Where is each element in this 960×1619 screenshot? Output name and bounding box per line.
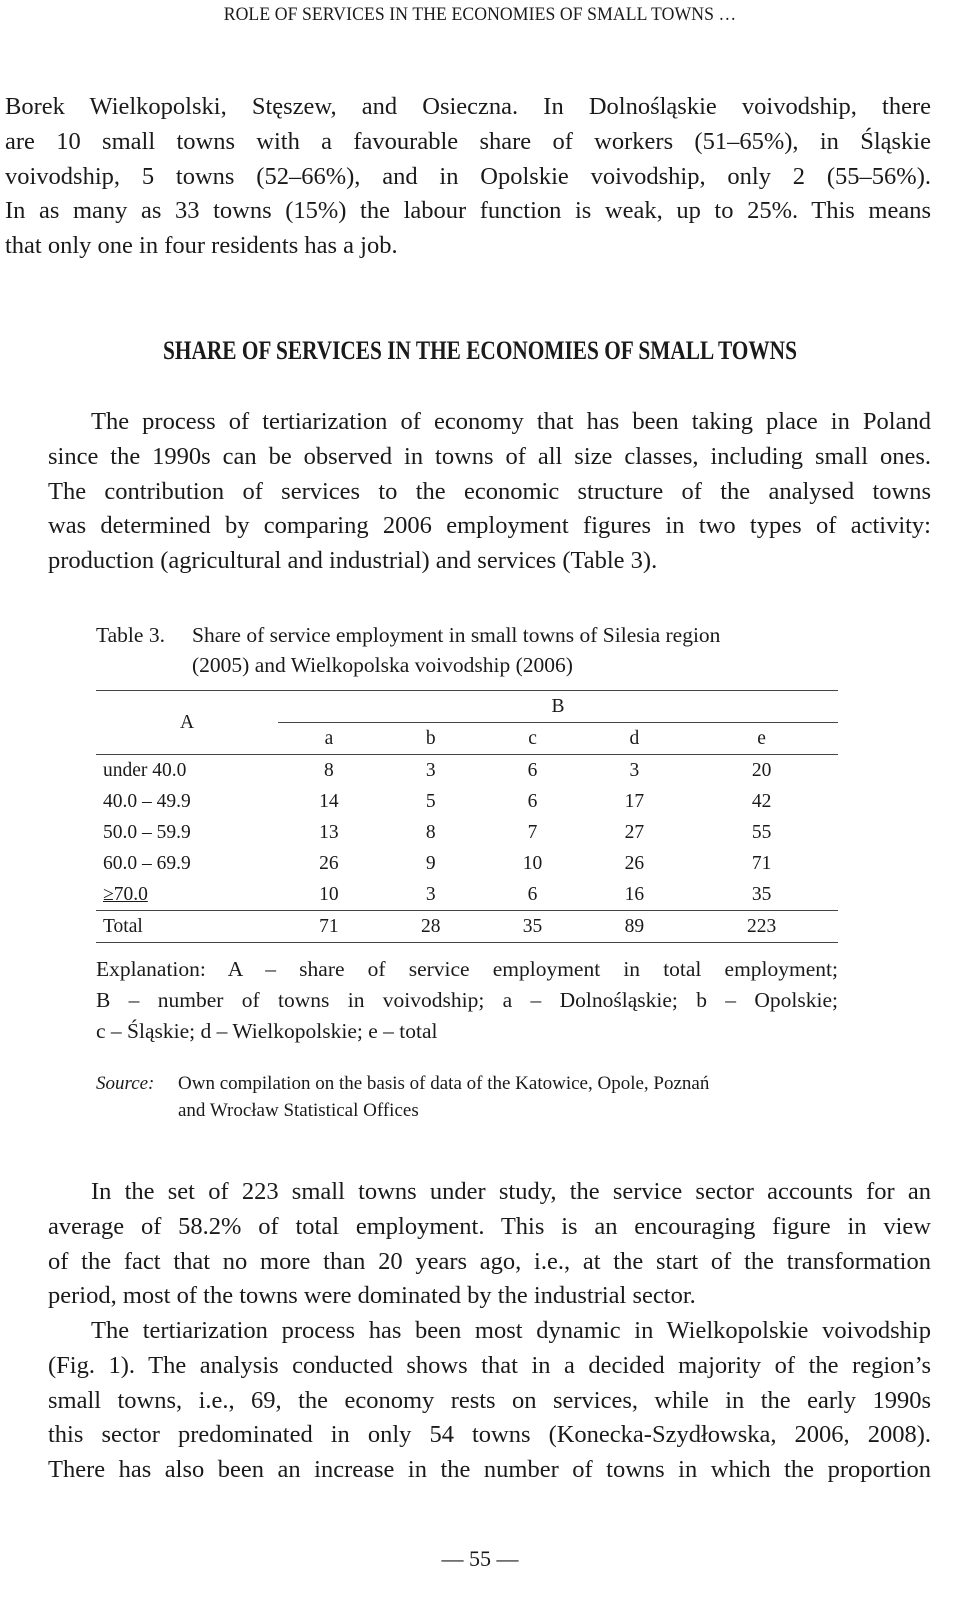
explanation-line: B – number of towns in voivodship; a – Dolnośląskie; b – Opolskie;	[96, 988, 838, 1012]
paragraph-line: (Fig. 1). The analysis conducted shows that in a decided majority of the region’s	[48, 1351, 931, 1379]
paragraph-line: are 10 small towns with a favourable share of workers (51–65%), in Śląskie	[5, 127, 931, 155]
paragraph-line: was determined by comparing 2006 employment figures in two types of activity:	[48, 512, 931, 540]
table-cell: 13	[319, 821, 339, 843]
paragraph-4	[5, 1314, 931, 1488]
table-row-label: 40.0 – 49.9	[103, 790, 191, 812]
table-cell: 6	[527, 883, 538, 905]
paragraph-line: In the set of 223 small towns under study, the service sector accounts for an	[91, 1178, 931, 1205]
table-header-b: B	[278, 691, 838, 723]
table-column-header: d	[583, 723, 685, 755]
table-column-header: b	[380, 723, 482, 755]
table-cell: 3	[425, 759, 436, 781]
table-cell: 8	[324, 759, 334, 781]
table-cell: 10	[522, 852, 543, 874]
table-row	[96, 817, 838, 848]
table-total-row	[96, 911, 838, 943]
paragraph-line: that only one in four residents has a job.	[5, 232, 398, 260]
table-column-header: c	[482, 723, 584, 755]
paragraph-line: small towns, i.e., 69, the economy rests on services, while in the early 1990s	[48, 1386, 931, 1414]
table-row-label: ≥70.0	[103, 883, 148, 905]
section-title: SHARE OF SERVICES IN THE ECONOMIES OF SMALL TOWNS	[163, 336, 797, 365]
table-column-header: e	[685, 723, 838, 755]
page-number: — 55 —	[441, 1546, 519, 1571]
table-caption-text	[192, 620, 856, 680]
paragraph-line: since the 1990s can be observed in towns of all size classes, including small ones.	[48, 442, 931, 470]
table-cell: 3	[425, 883, 436, 905]
paragraph-line: of the fact that no more than 20 years ago, i.e., at the start of the transformation	[48, 1247, 931, 1275]
paragraph-line: The tertiarization process has been most dynamic in Wielkopolskie voivodship	[91, 1317, 931, 1344]
table-cell: 14	[319, 790, 339, 812]
table-cell: 7	[527, 821, 538, 843]
explanation-line: Explanation: A – share of service employment in total employment;	[96, 957, 838, 981]
table-cell: 20	[751, 759, 772, 781]
table-cell: 28	[380, 911, 482, 943]
paragraph-line: period, most of the towns were dominated by the industrial sector.	[48, 1282, 696, 1310]
table-row	[96, 786, 838, 817]
table-column-header: a	[278, 723, 380, 755]
source-line: Own compilation on the basis of data of the Katowice, Opole, Poznań	[178, 1073, 710, 1094]
table-cell: 9	[425, 852, 436, 874]
data-table	[96, 690, 838, 943]
table-cell: 89	[583, 911, 685, 943]
table-cell: 35	[751, 883, 772, 905]
paragraph-line: The process of tertiarization of economy that has been taking place in Poland	[91, 408, 931, 435]
table-header-row	[96, 691, 838, 723]
table-cell: 55	[751, 821, 772, 843]
source-label: Source:	[96, 1073, 155, 1094]
table-row-label: 50.0 – 59.9	[103, 821, 191, 843]
table-row	[96, 848, 838, 879]
table-cell: 3	[629, 759, 640, 781]
paragraph-line: production (agricultural and industrial) and services (Table 3).	[48, 547, 658, 575]
table-cell: 35	[482, 911, 584, 943]
table-cell: 8	[425, 821, 436, 843]
table-row-label: Total	[96, 911, 278, 943]
running-header: ROLE OF SERVICES IN THE ECONOMIES OF SMALL TOWNS …	[223, 4, 737, 25]
paragraph-line: voivodship, 5 towns (52–66%), and in Opolskie voivodship, only 2 (55–56%).	[5, 162, 931, 190]
table-cell: 6	[527, 790, 538, 812]
paragraph-line: Borek Wielkopolski, Stęszew, and Osieczna. In Dolnośląskie voivodship, there	[5, 93, 931, 120]
paragraph-line: this sector predominated in only 54 towns (Konecka-Szydłowska, 2006, 2008).	[48, 1421, 931, 1449]
table-cell: 10	[319, 883, 339, 905]
table-row-label: under 40.0	[103, 759, 187, 781]
table-caption-number: Table 3.	[96, 623, 165, 647]
table-header-a: A	[96, 691, 278, 755]
table-cell: 71	[751, 852, 772, 874]
table-explanation	[96, 954, 838, 1047]
table-cell: 26	[624, 852, 645, 874]
table-caption	[96, 620, 856, 680]
table-cell: 42	[751, 790, 772, 812]
paragraph-1	[5, 90, 931, 264]
explanation-line: c – Śląskie; d – Wielkopolskie; e – total	[96, 1019, 438, 1043]
paragraph-line: In as many as 33 towns (15%) the labour function is weak, up to 25%. This means	[5, 197, 931, 225]
paragraph-line: The contribution of services to the economic structure of the analysed towns	[48, 477, 931, 505]
table-cell: 6	[527, 759, 538, 781]
table-source	[96, 1070, 838, 1124]
table-caption-line: Share of service employment in small towns of Silesia region	[192, 623, 721, 647]
table-row	[96, 879, 838, 911]
table-cell: 5	[425, 790, 436, 812]
table-cell: 17	[624, 790, 645, 812]
table-cell: 71	[278, 911, 380, 943]
table-cell: 26	[319, 852, 339, 874]
table-row	[96, 755, 838, 787]
table-row-label: 60.0 – 69.9	[103, 852, 191, 874]
source-line: and Wrocław Statistical Offices	[178, 1100, 419, 1121]
table-cell: 16	[624, 883, 645, 905]
table-caption-line: (2005) and Wielkopolska voivodship (2006)	[192, 653, 573, 677]
paragraph-line: average of 58.2% of total employment. This is an encouraging figure in view	[48, 1212, 931, 1240]
source-text	[178, 1070, 838, 1124]
paragraph-3	[5, 1175, 931, 1314]
paragraph-line: There has also been an increase in the number of towns in which the proportion	[48, 1456, 931, 1484]
table-cell: 27	[624, 821, 645, 843]
table-cell: 223	[685, 911, 838, 943]
paragraph-2	[5, 405, 931, 579]
